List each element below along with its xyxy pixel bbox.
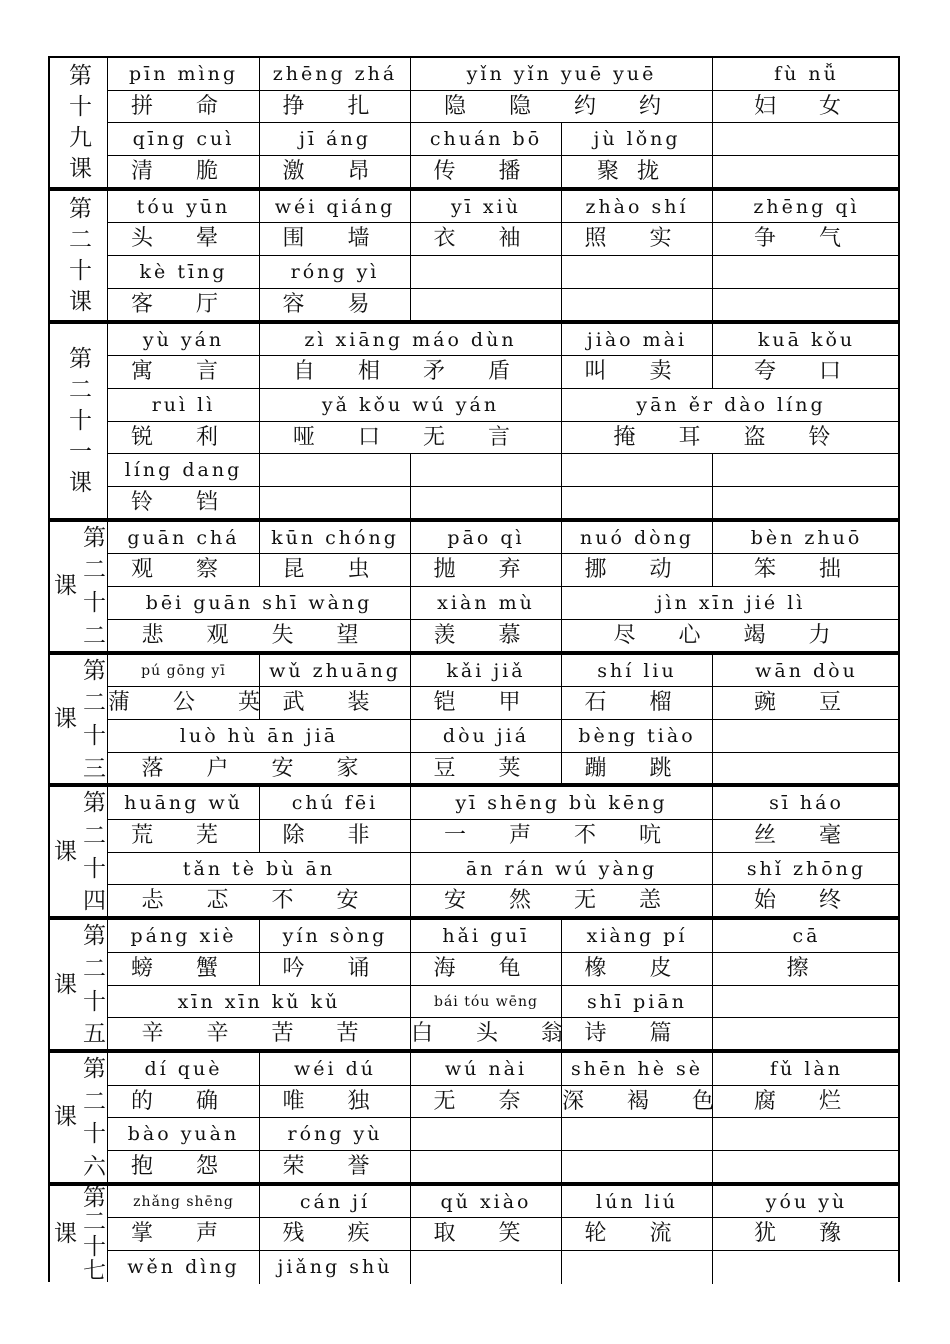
table-row: [108, 422, 898, 455]
pinyin-cell: yān ěr dào líng: [636, 393, 826, 416]
lesson-label-char: 九: [69, 125, 92, 152]
pinyin-cell: ruì lì: [108, 389, 260, 422]
pinyin-cell: [562, 1251, 713, 1284]
hanzi-cell: 拼 命: [108, 91, 260, 124]
hanzi-cell: 擦: [786, 955, 827, 981]
hanzi-cell: 轮 流: [562, 1218, 713, 1251]
lesson-label-char: 二: [83, 557, 106, 584]
hanzi-cell: [713, 156, 900, 189]
lesson-label-ke: 课: [54, 573, 77, 600]
pinyin-cell: bèng tiào: [562, 720, 713, 753]
pinyin-cell: xiàng pí: [562, 920, 713, 953]
table-row: [108, 853, 898, 886]
lesson-label-char: 十: [83, 855, 106, 882]
lesson-block: [48, 56, 900, 189]
table-row: [108, 953, 898, 986]
lesson-label: [48, 920, 108, 1049]
hanzi-cell: 妇 女: [754, 93, 859, 119]
hanzi-cell: 落 户 安 家: [108, 753, 411, 786]
table-row: [108, 554, 898, 587]
pinyin-cell: guān chá: [108, 522, 260, 555]
table-row: [108, 389, 898, 422]
lesson-label-ke: 课: [54, 838, 77, 865]
pinyin-cell: yóu yù: [765, 1190, 848, 1213]
hanzi-cell: [260, 487, 411, 520]
lesson-label-char: 第: [69, 196, 92, 223]
hanzi-cell: 铃 铛: [108, 487, 260, 520]
pinyin-cell: qīng cuì: [108, 123, 260, 156]
hanzi-cell: 无 奈: [411, 1086, 562, 1119]
lesson-label-char: 第: [83, 657, 106, 684]
lesson-label-char: 五: [83, 1021, 106, 1048]
hanzi-cell: 蒲 公 英: [108, 687, 260, 720]
pinyin-cell: [713, 720, 900, 753]
hanzi-cell: 容 易: [260, 289, 411, 322]
table-row: [108, 256, 898, 289]
lesson-label-char: 第: [83, 1184, 106, 1211]
lesson-label-char: 一: [69, 439, 92, 466]
table-row: [108, 920, 898, 953]
hanzi-cell: [713, 487, 900, 520]
pinyin-cell: [411, 256, 562, 289]
pinyin-cell: xīn xīn kǔ kǔ: [108, 986, 411, 1019]
pinyin-cell: shī piān: [562, 986, 713, 1019]
hanzi-cell: 照 实: [562, 223, 713, 256]
pinyin-cell: hǎi guī: [411, 920, 562, 953]
hanzi-cell: [713, 753, 900, 786]
hanzi-cell: 辛 辛 苦 苦: [108, 1018, 411, 1051]
pinyin-cell: bào yuàn: [108, 1118, 260, 1151]
table-row: [108, 753, 898, 786]
hanzi-cell: [411, 289, 562, 322]
pinyin-cell: kūn chóng: [260, 522, 411, 555]
pinyin-cell: kǎi jiǎ: [411, 655, 562, 688]
lesson-label-char: 二: [69, 227, 92, 254]
pinyin-cell: xiàn mù: [411, 587, 562, 620]
hanzi-cell: 残 疾: [260, 1218, 411, 1251]
pinyin-cell: [713, 123, 900, 156]
table-row: [108, 1251, 898, 1284]
pinyin-cell: zhào shí: [562, 191, 713, 224]
lesson-label-ke: 课: [54, 705, 77, 732]
pinyin-cell: wěn dìng: [108, 1251, 260, 1284]
table-row: [108, 1086, 898, 1119]
pinyin-cell: [411, 1118, 562, 1151]
pinyin-cell: [713, 1251, 900, 1284]
table-row: [108, 289, 898, 322]
hanzi-cell: 始 终: [754, 888, 859, 914]
table-row: [108, 587, 898, 620]
lesson-label-char: 六: [83, 1154, 106, 1181]
lesson-block: [48, 322, 900, 520]
lesson-block: [48, 653, 900, 786]
hanzi-cell: 腐 烂: [754, 1088, 859, 1114]
hanzi-cell: 吟 诵: [260, 953, 411, 986]
hanzi-cell: 白 头 翁: [411, 1018, 562, 1051]
hanzi-cell: 笨 拙: [754, 557, 859, 583]
pinyin-cell: [713, 986, 900, 1019]
pinyin-cell: [562, 256, 713, 289]
pinyin-cell: shēn hè sè: [562, 1053, 713, 1086]
table-row: [108, 156, 898, 189]
hanzi-cell: [713, 289, 900, 322]
hanzi-cell: [411, 487, 562, 520]
hanzi-cell: 铠 甲: [411, 687, 562, 720]
pinyin-cell: jù lǒng: [562, 123, 713, 156]
lesson-block: [48, 785, 900, 918]
lesson-label-char: 二: [83, 690, 106, 717]
hanzi-cell: 激 昂: [260, 156, 411, 189]
table-row: [108, 58, 898, 91]
hanzi-cell: 争 气: [754, 226, 859, 252]
hanzi-cell: 石 榴: [562, 687, 713, 720]
pinyin-cell: ān rán wú yàng: [411, 853, 713, 886]
table-row: [108, 720, 898, 753]
hanzi-cell: 羡 慕: [411, 620, 562, 653]
lesson-label-char: 第: [83, 790, 106, 817]
hanzi-cell: 隐 隐 约 约: [411, 91, 713, 124]
pinyin-cell: yù yán: [108, 324, 260, 357]
pinyin-cell: sī háo: [769, 792, 844, 815]
pinyin-cell: wān dòu: [755, 659, 858, 682]
hanzi-cell: 夸 口: [754, 359, 859, 385]
lesson-label-char: 课: [69, 289, 92, 316]
table-row: [108, 1151, 898, 1184]
pinyin-cell: tóu yūn: [108, 191, 260, 224]
hanzi-cell: 豆 荚: [411, 753, 562, 786]
pinyin-cell: [713, 256, 900, 289]
hanzi-cell: 客 厅: [108, 289, 260, 322]
lesson-label: [48, 787, 108, 916]
table-row: [108, 655, 898, 688]
pinyin-cell: shí liu: [562, 655, 713, 688]
table-row: [108, 356, 898, 389]
pinyin-cell: bái tóu wēng: [411, 986, 562, 1019]
lesson-label-char: 第: [83, 923, 106, 950]
table-row: [108, 1053, 898, 1086]
hanzi-cell: [411, 1151, 562, 1184]
table-row: [108, 787, 898, 820]
pinyin-cell: [260, 454, 411, 487]
pinyin-cell: zhǎng shēng: [108, 1186, 260, 1219]
lesson-label-char: 二: [83, 622, 106, 649]
lesson-label-char: 第: [83, 1056, 106, 1082]
pinyin-cell: zhēng qì: [753, 195, 860, 218]
pinyin-cell: bēi guān shī wàng: [108, 587, 411, 620]
hanzi-cell: 豌 豆: [754, 690, 859, 716]
pinyin-cell: chú fēi: [260, 787, 411, 820]
table-row: [108, 223, 898, 256]
pinyin-cell: róng yì: [260, 256, 411, 289]
table-row: [108, 91, 898, 124]
hanzi-cell: 除 非: [260, 820, 411, 853]
hanzi-cell: [562, 487, 713, 520]
hanzi-cell: 头 晕: [108, 223, 260, 256]
pinyin-cell: [562, 1118, 713, 1151]
table-row: [108, 522, 898, 555]
hanzi-cell: 唯 独: [260, 1086, 411, 1119]
pinyin-cell: líng dang: [108, 454, 260, 487]
lesson-label-char: 第: [69, 346, 92, 373]
lesson-label: [48, 324, 108, 518]
pinyin-cell: qǔ xiào: [411, 1186, 562, 1219]
lesson-label-char: 二: [83, 823, 106, 850]
pinyin-cell: yín sòng: [260, 920, 411, 953]
lesson-label: [48, 1184, 108, 1285]
pinyin-cell: cā: [792, 925, 821, 948]
pinyin-cell: páng xiè: [108, 920, 260, 953]
pinyin-cell: lún liú: [562, 1186, 713, 1219]
pinyin-cell: wéi qiáng: [260, 191, 411, 224]
lesson-label-char: 二: [83, 955, 106, 982]
table-row: [108, 487, 898, 520]
pinyin-cell: wéi dú: [260, 1053, 411, 1086]
lesson-block: [48, 1051, 900, 1184]
hanzi-cell: 诗 篇: [562, 1018, 713, 1051]
pinyin-cell: [411, 1251, 562, 1284]
hanzi-cell: [562, 1151, 713, 1184]
pinyin-cell: [562, 454, 713, 487]
hanzi-cell: 橡 皮: [562, 953, 713, 986]
table-row: [108, 986, 898, 1019]
lesson-label-char: 十: [69, 258, 92, 285]
lesson-block: [48, 918, 900, 1051]
pinyin-cell: luò hù ān jiā: [108, 720, 411, 753]
hanzi-cell: 叫 卖: [562, 356, 713, 389]
pinyin-cell: dí què: [108, 1053, 260, 1086]
lesson-label-char: 第: [69, 63, 92, 90]
hanzi-cell: 的 确: [108, 1086, 260, 1119]
hanzi-cell: 安 然 无 恙: [411, 885, 713, 918]
table-row: [108, 885, 898, 918]
hanzi-cell: 丝 毫: [754, 823, 859, 849]
pinyin-cell: bèn zhuō: [750, 526, 863, 549]
lesson-block: [48, 189, 900, 322]
hanzi-cell: 寓 言: [108, 356, 260, 389]
lesson-block: [48, 520, 900, 653]
hanzi-cell: 悲 观 失 望: [108, 620, 411, 653]
pinyin-cell: yǐn yǐn yuē yuē: [411, 58, 713, 91]
table-row: [108, 620, 898, 653]
hanzi-cell: 清 脆: [108, 156, 260, 189]
hanzi-cell: 围 墙: [260, 223, 411, 256]
hanzi-cell: 深 褐 色: [562, 1086, 713, 1119]
hanzi-cell: 掩 耳 盗 铃: [613, 424, 849, 450]
lesson-block: [48, 1184, 900, 1285]
lesson-label-char: 二: [83, 1088, 106, 1115]
lesson-label-ke: 课: [54, 971, 77, 998]
table-row: [108, 687, 898, 720]
pinyin-cell: jiào mài: [562, 324, 713, 357]
pinyin-cell: [411, 454, 562, 487]
hanzi-cell: 海 龟: [411, 953, 562, 986]
pinyin-cell: [713, 454, 900, 487]
hanzi-cell: [562, 289, 713, 322]
lesson-label-char: 二: [69, 377, 92, 404]
lesson-label-char: 十: [83, 1121, 106, 1148]
pinyin-cell: wǔ zhuāng: [260, 655, 411, 688]
lesson-label-ke: 课: [54, 1220, 77, 1247]
hanzi-cell: 昆 虫: [260, 554, 411, 587]
pinyin-cell: pú gōng yī: [108, 655, 260, 688]
hanzi-cell: 荒 芜: [108, 820, 260, 853]
pinyin-cell: zhēng zhá: [260, 58, 411, 91]
pinyin-cell: nuó dòng: [562, 522, 713, 555]
pinyin-cell: pāo qì: [411, 522, 562, 555]
pinyin-cell: kuā kǒu: [757, 328, 856, 351]
pinyin-cell: jiǎng shù: [260, 1251, 411, 1284]
lesson-label-char: 十: [83, 722, 106, 749]
pinyin-cell: fǔ làn: [770, 1058, 843, 1080]
pinyin-cell: fù nǚ: [774, 63, 839, 85]
table-row: [108, 1118, 898, 1151]
lesson-label-char: 十: [83, 590, 106, 617]
pinyin-cell: yǎ kǒu wú yán: [260, 389, 562, 422]
pinyin-cell: pīn mìng: [108, 58, 260, 91]
hanzi-cell: 观 察: [108, 554, 260, 587]
pinyin-cell: huāng wǔ: [108, 787, 260, 820]
pinyin-cell: zì xiāng máo dùn: [260, 324, 562, 357]
hanzi-cell: 蹦 跳: [562, 753, 713, 786]
hanzi-cell: [713, 1018, 900, 1051]
lesson-label-ke: 课: [54, 1104, 77, 1131]
table-row: [108, 191, 898, 224]
hanzi-cell: 抛 弃: [411, 554, 562, 587]
lesson-label-char: 课: [69, 156, 92, 183]
table-row: [108, 820, 898, 853]
lesson-label-char: 课: [69, 470, 92, 497]
pinyin-cell: chuán bō: [411, 123, 562, 156]
hanzi-cell: 抱 怨: [108, 1151, 260, 1184]
hanzi-cell: 挣 扎: [260, 91, 411, 124]
hanzi-cell: [713, 1151, 900, 1184]
lesson-label: [48, 522, 108, 651]
lesson-label-char: 四: [83, 888, 106, 915]
hanzi-cell: 传 播: [411, 156, 562, 189]
lesson-label: [48, 58, 108, 187]
hanzi-cell: 挪 动: [562, 554, 713, 587]
hanzi-cell: 哑 口 无 言: [260, 422, 562, 455]
hanzi-cell: 自 相 矛 盾: [260, 356, 562, 389]
pinyin-cell: yī shēng bù kēng: [411, 787, 713, 820]
lesson-label-char: 三: [83, 755, 106, 782]
pinyin-cell: kè tīng: [108, 256, 260, 289]
pinyin-cell: tǎn tè bù ān: [108, 853, 411, 886]
hanzi-cell: 荣 誉: [260, 1151, 411, 1184]
pinyin-cell: [713, 1118, 900, 1151]
pinyin-cell: yī xiù: [411, 191, 562, 224]
pinyin-cell: cán jí: [260, 1186, 411, 1219]
table-row: [108, 454, 898, 487]
table-row: [108, 1018, 898, 1051]
lesson-label-char: 七: [83, 1258, 106, 1285]
hanzi-cell: 武 装: [260, 687, 411, 720]
lesson-label-char: 第: [83, 524, 106, 551]
hanzi-cell: 螃 蟹: [108, 953, 260, 986]
lesson-label-char: 十: [83, 1233, 106, 1260]
lesson-label-char: 十: [83, 988, 106, 1015]
hanzi-cell: 取 笑: [411, 1218, 562, 1251]
hanzi-cell: 犹 豫: [754, 1221, 859, 1247]
lesson-label-char: 二: [83, 1209, 106, 1236]
table-row: [108, 123, 898, 156]
lesson-label: [48, 655, 108, 784]
hanzi-cell: 衣 袖: [411, 223, 562, 256]
pinyin-cell: jìn xīn jié lì: [656, 592, 806, 615]
hanzi-cell: 忐 忑 不 安: [108, 885, 411, 918]
hanzi-cell: 聚拢: [562, 156, 713, 189]
hanzi-cell: 锐 利: [108, 422, 260, 455]
table-row: [108, 1218, 898, 1251]
pinyin-cell: róng yù: [260, 1118, 411, 1151]
table-row: [108, 1186, 898, 1219]
lesson-label: [48, 191, 108, 320]
hanzi-cell: 掌 声: [108, 1218, 260, 1251]
table-row: [108, 324, 898, 357]
pinyin-cell: wú nài: [411, 1053, 562, 1086]
lesson-label: [48, 1053, 108, 1182]
hanzi-cell: 一 声 不 吭: [411, 820, 713, 853]
lesson-label-char: 十: [69, 94, 92, 121]
pinyin-cell: dòu jiá: [411, 720, 562, 753]
lesson-label-char: 十: [69, 408, 92, 435]
pinyin-cell: jī áng: [260, 123, 411, 156]
pinyin-cell: shǐ zhōng: [746, 857, 867, 880]
hanzi-cell: 尽 心 竭 力: [613, 622, 849, 648]
